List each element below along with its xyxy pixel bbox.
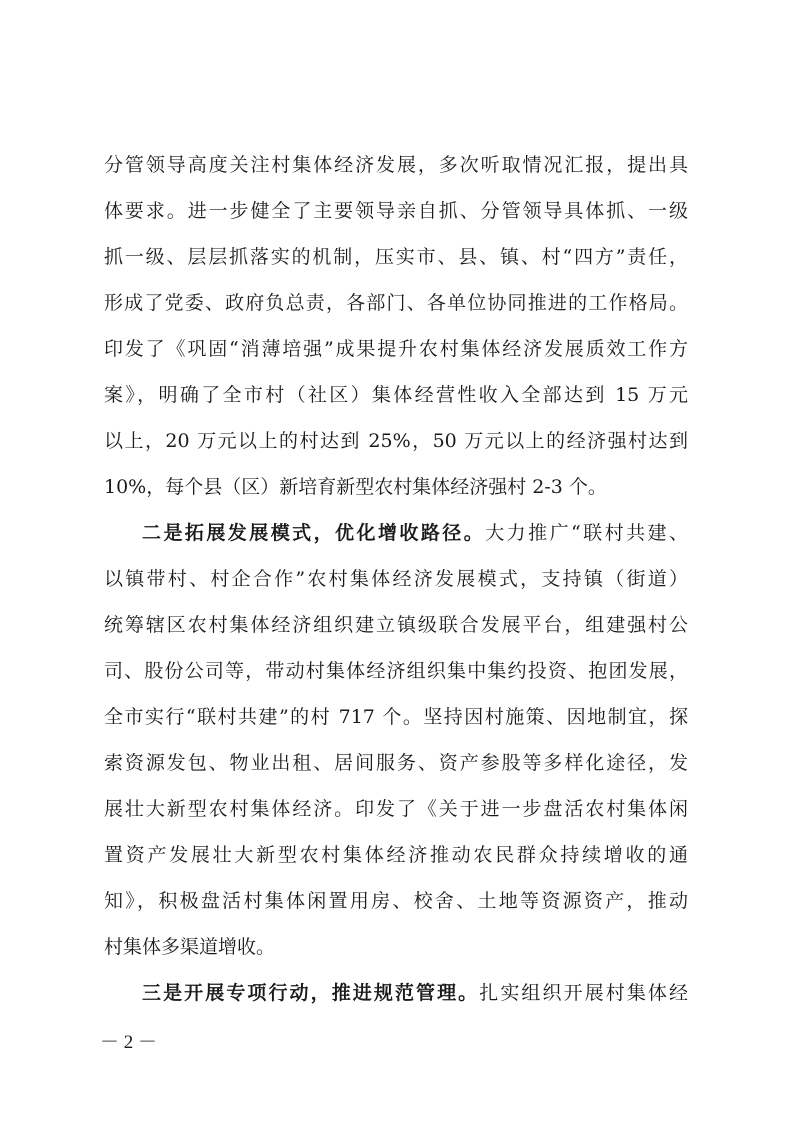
text-line: 形成了党委、政府负总责，各部门、各单位协同推进的工作格局。 — [104, 292, 688, 314]
text-line: 以镇带村、村企合作”农村集体经济发展模式，支持镇（街道） — [104, 568, 688, 590]
text-line: 印发了《巩固“消薄培强”成果提升农村集体经济发展质效工作方 — [104, 338, 688, 360]
text-line: 展壮大新型农村集体经济。印发了《关于进一步盘活农村集体闲 — [104, 798, 688, 820]
text-line: 司、股份公司等，带动村集体经济组织集中集约投资、抱团发展， — [104, 660, 688, 682]
paragraph-heading: 二是拓展发展模式，优化增收路径。 — [142, 522, 486, 544]
text-line: 体要求。进一步健全了主要领导亲自抓、分管领导具体抓、一级 — [104, 200, 688, 222]
paragraph-heading: 三是开展专项行动，推进规范管理。 — [142, 982, 480, 1004]
page-number: － 2 － — [100, 1032, 158, 1053]
text-segment: 大力推广“联村共建、 — [485, 522, 688, 544]
text-line: 村集体多渠道增收。 — [104, 936, 276, 958]
text-line: 分管领导高度关注村集体经济发展，多次听取情况汇报，提出具 — [104, 154, 688, 176]
text-line: 置资产发展壮大新型农村集体经济推动农民群众持续增收的通 — [104, 844, 688, 866]
text-line: 10%，每个县（区）新培育新型农村集体经济强村 2-3 个。 — [104, 476, 607, 498]
text-line: 抓一级、层层抓落实的机制，压实市、县、镇、村“四方”责任， — [104, 246, 688, 268]
text-line: 全市实行“联村共建”的村 717 个。坚持因村施策、因地制宜，探 — [104, 706, 688, 728]
text-line: 统筹辖区农村集体经济组织建立镇级联合发展平台，组建强村公 — [104, 614, 688, 636]
text-line: 案》，明确了全市村（社区）集体经营性收入全部达到 15 万元 — [104, 384, 688, 406]
paragraph-first-line — [142, 978, 688, 1008]
text-segment: 扎实组织开展村集体经 — [479, 982, 688, 1004]
text-line: 索资源发包、物业出租、居间服务、资产参股等多样化途径，发 — [104, 752, 688, 774]
text-line: 以上，20 万元以上的村达到 25%，50 万元以上的经济强村达到 — [104, 430, 688, 452]
text-line: 知》，积极盘活村集体闲置用房、校舍、土地等资源资产，推动 — [104, 890, 688, 912]
paragraph-first-line — [142, 518, 688, 548]
